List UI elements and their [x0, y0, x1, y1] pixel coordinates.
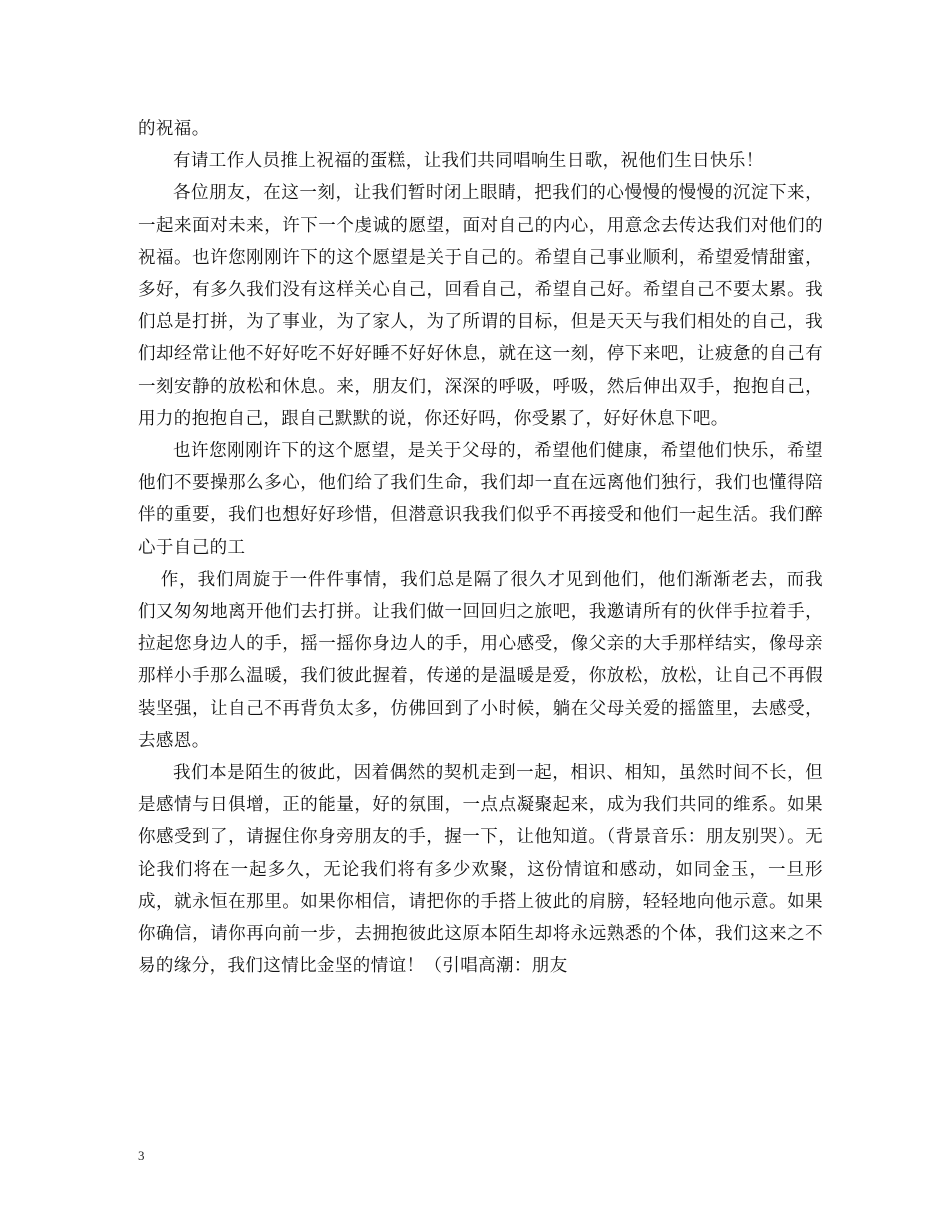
paragraph-work: 作，我们周旋于一件件事情，我们总是隔了很久才见到他们，他们渐渐老去，而我们又匆匆地离开他们去打拼。让我们做一回回归之旅吧，我邀请所有的伙伴手拉着手，拉起您身边人的手，摇一摇你身边人的手，用心感受，像父亲的大手那样结实，像母亲那样小手那么温暖，我们彼此握着，传递的是温暖是爱，你放松，放松，让自己不再假装坚强，让自己不再背负太多，仿佛回到了小时候，躺在父母关爱的摇篮里，去感受，去感恩。 [138, 569, 823, 751]
paragraph-friends: 我们本是陌生的彼此，因着偶然的契机走到一起，相识、相知，虽然时间不长，但是感情与日俱增，正的能量，好的氛围，一点点凝聚起来，成为我们共同的维系。如果你感受到了，请握住你身旁朋友的手，握一下，让他知道。（背景音乐：朋友别哭）。无论我们将在一起多久，无论我们将有多少欢聚，这份情谊和感动，如同金玉，一旦形成，就永恒在那里。如果你相信，请把你的手搭上彼此的肩膀，轻轻地向他示意。如果你确信，请你再向前一步，去拥抱彼此这原本陌生却将永远熟悉的个体，我们这来之不易的缘分，我们这情比金坚的情谊！（引唱高潮：朋友 [138, 763, 823, 977]
paragraph-continuation: 的祝福。 [138, 119, 210, 139]
paragraph-cake: 有请工作人员推上祝福的蛋糕，让我们共同唱响生日歌，祝他们生日快乐！ [173, 151, 764, 172]
page-number: 3 [138, 1148, 145, 1163]
paragraph-wish-self: 各位朋友，在这一刻，让我们暂时闭上眼睛，把我们的心慢慢的慢慢的沉淀下来，一起来面对未来，许下一个虔诚的愿望，面对自己的内心，用意念去传达我们对他们的祝福。也许您刚刚许下的这个愿望是关于自己的。希望自己事业顺利，希望爱情甜蜜，多好，有多久我们没有这样关心自己，回看自己，希望自己好。希望自己不要太累。我们总是打拼，为了事业，为了家人，为了所谓的目标，但是天天与我们相处的自己，我们却经常让他不好好吃不好好睡不好好休息，就在这一刻，停下来吧，让疲惫的自己有一刻安静的放松和休息。来，朋友们，深深的呼吸，呼吸，然后伸出双手，抱抱自己，用力的抱抱自己，跟自己默默的说，你还好吗，你受累了，好好休息下吧。 [138, 183, 823, 429]
paragraph-wish-parents: 也许您刚刚许下的这个愿望，是关于父母的，希望他们健康，希望他们快乐，希望他们不要操那么多心，他们给了我们生命，我们却一直在远离他们独行，我们也懂得陪伴的重要，我们也想好好珍惜，但潜意识我我们似乎不再接受和他们一起生活。我们醉心于自己的工 [138, 441, 823, 558]
document-body [138, 113, 823, 982]
